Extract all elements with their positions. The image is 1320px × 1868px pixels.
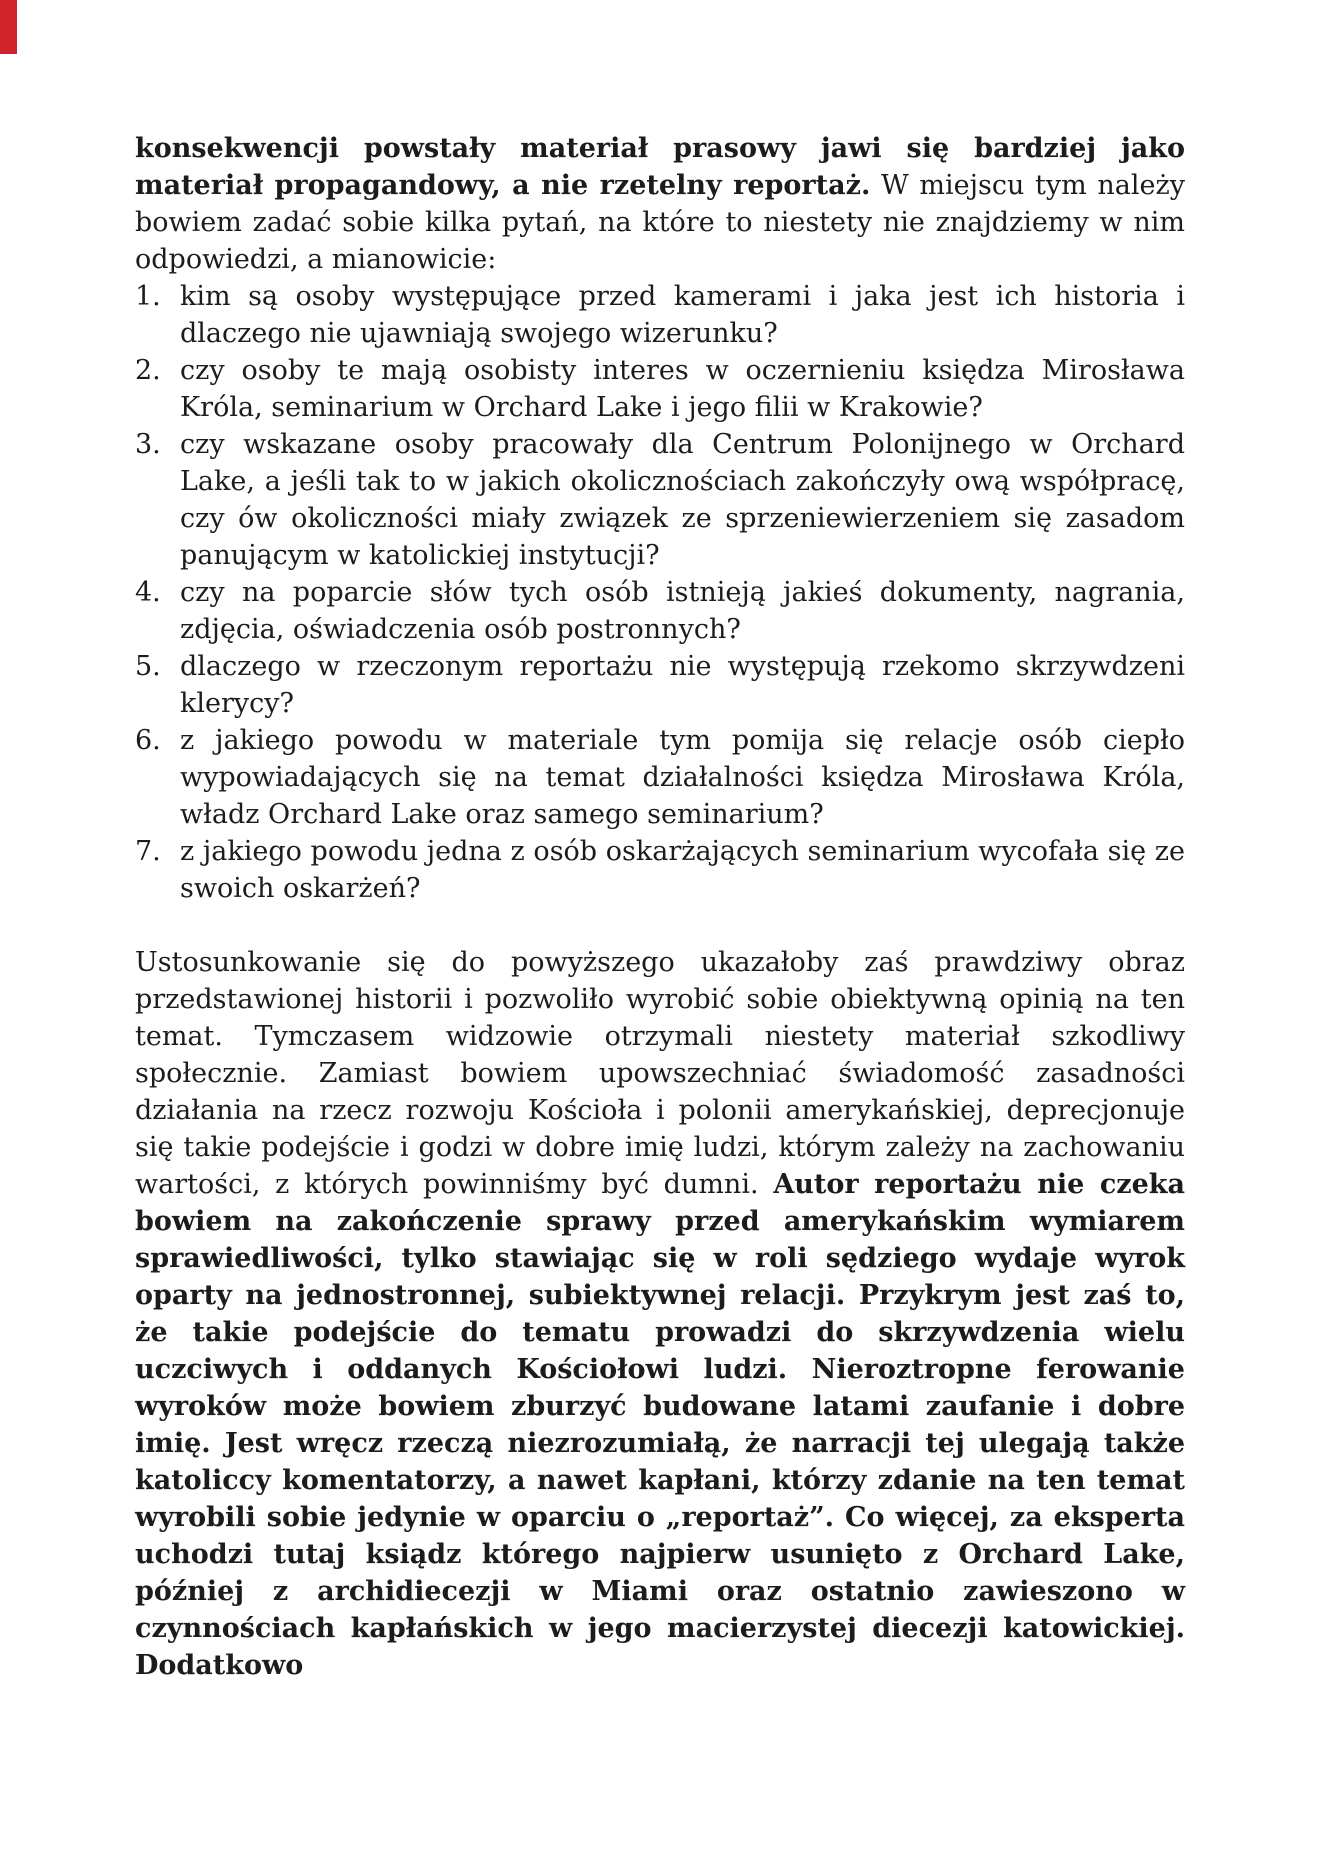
closing-paragraph-bold-text: Autor reportażu nie czeka bowiem na zakończenie sprawy przed amerykańskim wymiarem sprawiedliwości, tylko stawiając się w roli sędziego wydaje wyrok oparty na jednostronnej, subiektywnej relacji. Przykrym jest zaś to, że takie podejście do tematu prowadzi do skrzywdzenia wielu uczciwych i oddanych Kościołowi ludzi. Nieroztropne ferowanie wyroków może bowiem zburzyć budowane latami zaufanie i dobre imię. Jest wręcz rzeczą niezrozumiałą, że narracji tej ulegają także katoliccy komentatorzy, a nawet kapłani, którzy zdanie na ten temat wyrobili sobie jedynie w oparciu o „reportaż”. Co więcej, za eksperta uchodzi tutaj ksiądz którego najpierw usunięto z Orchard Lake, później z archidiecezji w Miami oraz ostatnio zawieszono w czynnościach kapłańskich w jego macierzystej diecezji katowickiej. Dodatkowo — [135, 1169, 1185, 1681]
list-item — [135, 352, 1185, 426]
closing-paragraph-regular-lead: Ustosunkowanie się do powyższego ukazałoby zaś prawdziwy obraz przedstawionej historii i pozwoliło wyrobić sobie obiektywną opinią na ten temat. Tymczasem widzowie otrzymali niestety materiał szkodliwy społecznie. Zamiast bowiem upowszechniać świadomość zasadności działania na rzecz rozwoju Kościoła i polonii amerykańskiej, deprecjonuje się takie podejście i godzi w dobre imię ludzi, którym zależy na zachowaniu wartości, z których powinniśmy być dumni. — [135, 947, 1185, 1200]
list-item-number: 7. — [135, 836, 161, 867]
list-item-text: z jakiego powodu jedna z osób oskarżających seminarium wycofała się ze swoich oskarżeń? — [180, 836, 1185, 904]
list-item-number: 5. — [135, 651, 161, 682]
list-item — [135, 426, 1185, 574]
closing-paragraph — [135, 944, 1185, 1684]
list-item — [135, 278, 1185, 352]
list-item — [135, 648, 1185, 722]
opening-paragraph-regular-text: W miejscu tym należy bowiem zadać sobie kilka pytań, na które to niestety nie znajdziemy w nim odpowiedzi, a mianowicie: — [135, 170, 1185, 275]
list-item-text: czy wskazane osoby pracowały dla Centrum Polonijnego w Orchard Lake, a jeśli tak to w jakich okolicznościach zakończyły ową współpracę, czy ów okoliczności miały związek ze sprzeniewierzeniem się zasadom panującym w katolickiej instytucji? — [180, 429, 1185, 571]
list-item-number: 1. — [135, 281, 161, 312]
list-item-text: kim są osoby występujące przed kamerami i jaka jest ich historia i dlaczego nie ujawniają swojego wizerunku? — [180, 281, 1185, 349]
list-item-number: 4. — [135, 577, 161, 608]
list-item-text: czy na poparcie słów tych osób istnieją jakieś dokumenty, nagrania, zdjęcia, oświadczenia osób postronnych? — [180, 577, 1185, 645]
list-item-number: 6. — [135, 725, 161, 756]
list-item-number: 2. — [135, 355, 161, 386]
list-item — [135, 833, 1185, 907]
opening-paragraph — [135, 130, 1185, 278]
list-item — [135, 574, 1185, 648]
list-item-text: dlaczego w rzeczonym reportażu nie występują rzekomo skrzywdzeni klerycy? — [180, 651, 1185, 719]
list-item-number: 3. — [135, 429, 161, 460]
red-edge-mark — [0, 0, 17, 54]
list-item-text: czy osoby te mają osobisty interes w oczernieniu księdza Mirosława Króla, seminarium w Orchard Lake i jego filii w Krakowie? — [180, 355, 1185, 423]
list-item-text: z jakiego powodu w materiale tym pomija się relacje osób ciepło wypowiadających się na temat działalności księdza Mirosława Króla, władz Orchard Lake oraz samego seminarium? — [180, 725, 1185, 830]
list-item — [135, 722, 1185, 833]
opening-paragraph-bold-lead: konsekwencji powstały materiał prasowy jawi się bardziej jako materiał propagandowy, a nie rzetelny reportaż. — [135, 133, 1185, 201]
questions-list — [135, 278, 1185, 907]
document-page — [135, 130, 1185, 1684]
